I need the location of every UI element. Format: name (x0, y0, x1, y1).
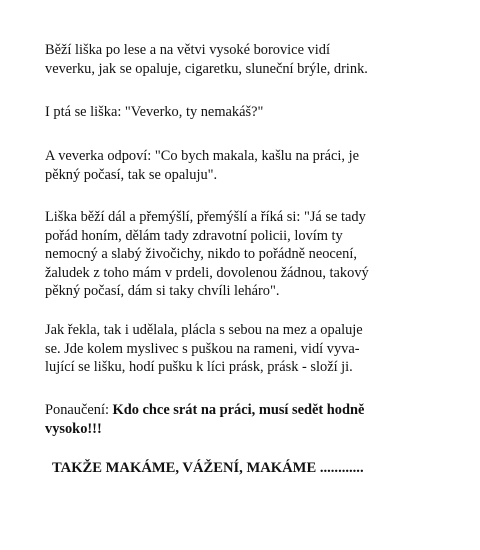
text-line: Běží liška po lese a na větvi vysoké borovice vidí (45, 42, 330, 58)
text-line: pěkný počasí, tak se opaluju". (45, 166, 218, 183)
paragraph-fox-asks (45, 103, 465, 122)
text-line: A veverka odpoví: "Co bych makala, kašlu na práci, je (45, 148, 359, 164)
paragraph-moral (45, 401, 465, 438)
text-line: nemocný a slabý živočichy, nikdo to pořádně neocení, (45, 246, 357, 263)
moral-text-bold: Kdo chce srát na práci, musí sedět hodně (112, 402, 365, 418)
paragraph-fox-thinks (45, 208, 465, 301)
text-line: se. Jde kolem myslivec s puškou na rameni, vidí vyva- (45, 340, 360, 357)
text-line: žaludek z toho mám v prdeli, dovolenou žádnou, takový (45, 264, 369, 281)
text-line: pěkný počasí, dám si taky chvíli leháro". (45, 283, 280, 300)
paragraph-hunter (45, 321, 465, 377)
paragraph-fox-sees-squirrel (45, 41, 465, 78)
moral-line (45, 401, 465, 420)
text-line: pořád honím, dělám tady zdravotní policii, lovím ty (45, 227, 343, 244)
text-line: lující se lišku, hodí pušku k líci prásk, prásk - složí ji. (45, 359, 353, 376)
text-line: Jak řekla, tak i udělala, plácla s sebou na mez a opaluje (45, 322, 363, 338)
moral-text-bold-continuation: vysoko!!! (45, 420, 102, 437)
text-line: Liška běží dál a přemýšlí, přemýšlí a říká si: "Já se tady (45, 209, 366, 225)
moral-label: Ponaučení: (45, 402, 113, 418)
closing-heading: TAKŽE MAKÁME, VÁŽENÍ, MAKÁME ............ (52, 460, 364, 476)
paragraph-squirrel-answers (45, 147, 465, 184)
text-line: I ptá se liška: "Veverko, ty nemakáš?" (45, 104, 264, 120)
text-line: veverku, jak se opaluje, cigaretku, sluneční brýle, drink. (45, 60, 368, 77)
